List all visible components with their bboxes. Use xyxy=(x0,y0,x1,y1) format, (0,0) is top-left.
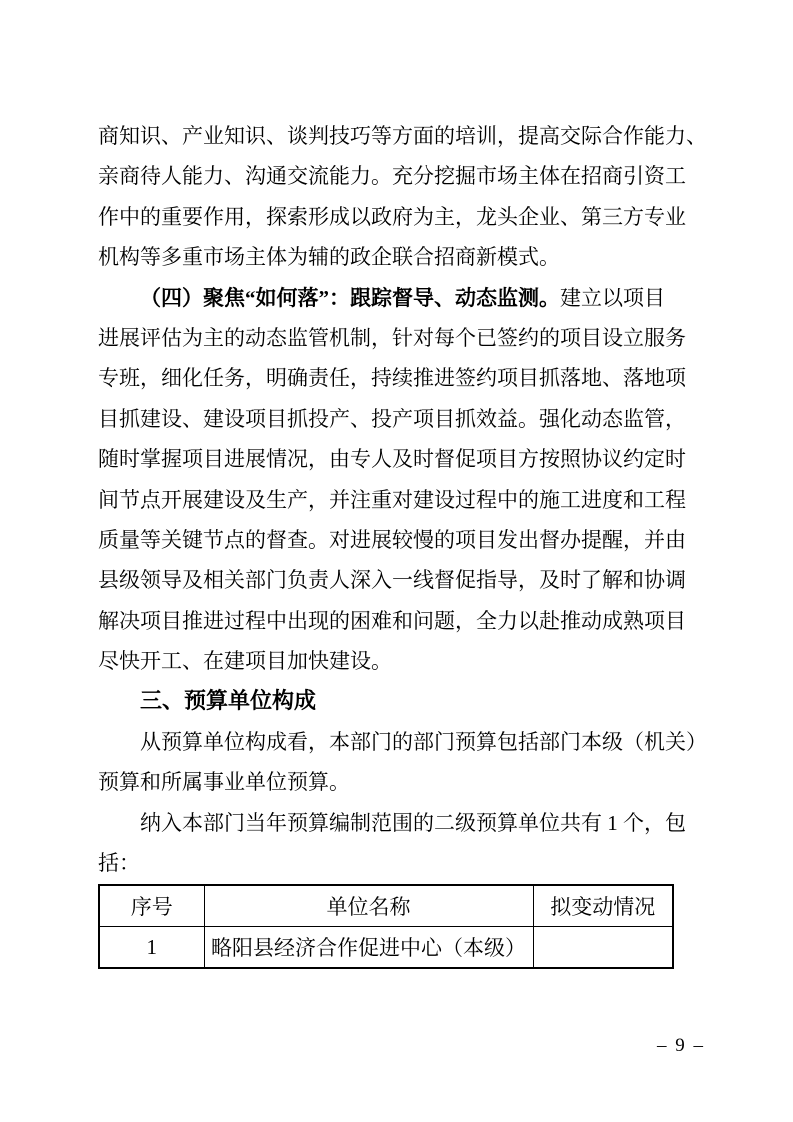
paragraph-line: 随时掌握项目进展情况，由专人及时督促项目方按照协议约定时 xyxy=(98,447,686,472)
paragraph-line: 解决项目推进过程中出现的困难和问题，全力以赴推动成熟项目 xyxy=(98,608,686,633)
paragraph-line: 专班，细化任务，明确责任，持续推进签约项目抓落地、落地项 xyxy=(98,366,686,391)
table-row xyxy=(99,926,673,968)
paragraph-line: 括： xyxy=(98,851,140,876)
paragraph-line xyxy=(98,278,710,318)
budget-unit-table xyxy=(98,884,674,969)
table-cell-index: 1 xyxy=(99,926,204,968)
paragraph-text: 建立以项目 xyxy=(560,285,665,310)
table-header-unit-name: 单位名称 xyxy=(204,885,533,926)
paragraph-line: 机构等多重市场主体为辅的政企联合招商新模式。 xyxy=(98,245,560,270)
paragraph-line: 目抓建设、建设项目抓投产、投产项目抓效益。强化动态监管， xyxy=(98,406,686,431)
paragraph-line: 亲商待人能力、沟通交流能力。充分挖掘市场主体在招商引资工 xyxy=(98,164,686,189)
paragraph-line: 尽快开工、在建项目加快建设。 xyxy=(98,649,392,674)
table-header-change: 拟变动情况 xyxy=(533,885,673,926)
document-body xyxy=(98,116,710,969)
page-number: – 9 – xyxy=(657,1035,705,1056)
paragraph-line: 从预算单位构成看，本部门的部门预算包括部门本级（机关） xyxy=(140,729,707,754)
section-heading: 三、预算单位构成 xyxy=(140,688,317,714)
paragraph-line: 作中的重要作用，探索形成以政府为主，龙头企业、第三方专业 xyxy=(98,204,686,229)
table-cell-change xyxy=(533,926,673,968)
paragraph-line: 间节点开展建设及生产，并注重对建设过程中的施工进度和工程 xyxy=(98,487,686,512)
paragraph-line: 进展评估为主的动态监管机制，针对每个已签约的项目设立服务 xyxy=(98,325,686,350)
paragraph-line: 商知识、产业知识、谈判技巧等方面的培训，提高交际合作能力、 xyxy=(98,124,707,148)
subsection-heading-bold: （四）聚焦“如何落”：跟踪督导、动态监测。 xyxy=(140,285,560,310)
table-header-index: 序号 xyxy=(99,885,204,926)
table-cell-unit-name: 略阳县经济合作促进中心（本级） xyxy=(204,926,533,968)
paragraph-line: 县级领导及相关部门负责人深入一线督促指导，及时了解和协调 xyxy=(98,568,686,593)
table-header-row xyxy=(99,885,673,926)
paragraph-line: 纳入本部门当年预算编制范围的二级预算单位共有 1 个，包 xyxy=(140,810,686,835)
paragraph-line: 预算和所属事业单位预算。 xyxy=(98,770,350,795)
paragraph-line: 质量等关键节点的督查。对进展较慢的项目发出督办提醒，并由 xyxy=(98,527,686,552)
